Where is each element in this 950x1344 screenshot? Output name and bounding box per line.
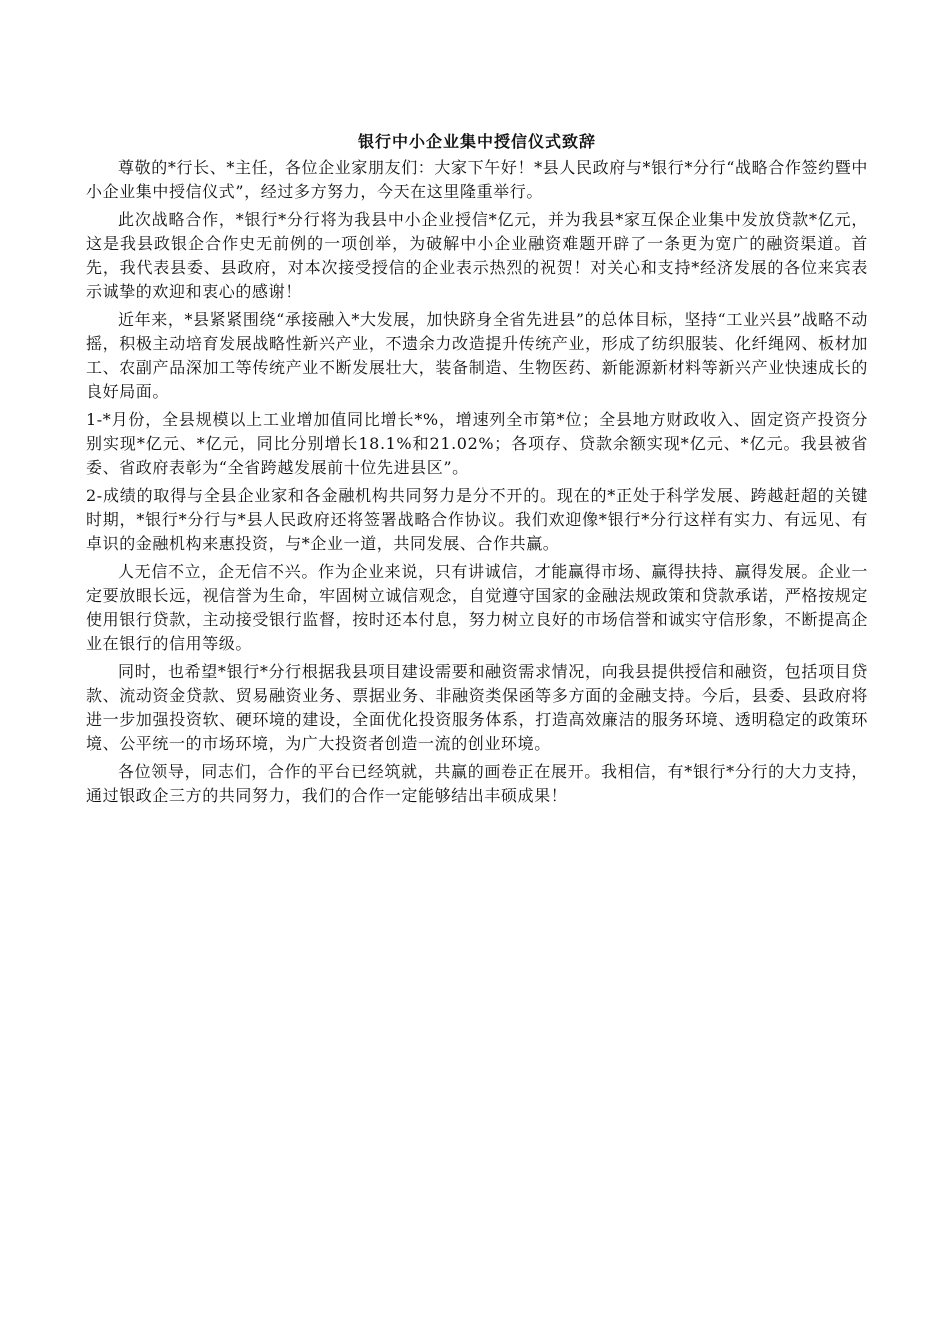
paragraph-support: 同时，也希望*银行*分行根据我县项目建设需要和融资需求情况，向我县提供授信和融资，包括项目贷款、流动资金贷款、贸易融资业务、票据业务、非融资类保函等多方面的金融支持。今后，县委、县政府将进一步加强投资软、硬环境的建设，全面优化投资服务体系，打造高效廉洁的服务环境、透明稳定的政策环境、公平统一的市场环境，为广大投资者创造一流的创业环境。 bbox=[86, 662, 868, 753]
paragraph-closing: 各位领导，同志们，合作的平台已经筑就，共赢的画卷正在展开。我相信，有*银行*分行的大力支持，通过银政企三方的共同努力，我们的合作一定能够结出丰硕成果！ bbox=[86, 762, 868, 805]
paragraph-statistics: 1-*月份，全县规模以上工业增加值同比增长*%，增速列全市第*位；全县地方财政收入、固定资产投资分别实现*亿元、*亿元，同比分别增长18.1%和21.02%；各项存、贷款余额实现*亿元、*亿元。我县被省委、省政府表彰为“全省跨越发展前十位先进县区”。 bbox=[86, 410, 868, 477]
document-page bbox=[86, 130, 868, 812]
paragraph-cooperation: 此次战略合作，*银行*分行将为我县中小企业授信*亿元，并为我县*家互保企业集中发放贷款*亿元，这是我县政银企合作史无前例的一项创举，为破解中小企业融资难题开辟了一条更为宽广的融资渠道。首先，我代表县委、县政府，对本次接受授信的企业表示热烈的祝贺！对关心和支持*经济发展的各位来宾表示诚挚的欢迎和衷心的感谢！ bbox=[86, 210, 868, 301]
paragraph-greeting: 尊敬的*行长、*主任，各位企业家朋友们：大家下午好！*县人民政府与*银行*分行“战略合作签约暨中小企业集中授信仪式”，经过多方努力，今天在这里隆重举行。 bbox=[86, 158, 868, 201]
paragraph-achievements: 2-成绩的取得与全县企业家和各金融机构共同努力是分不开的。现在的*正处于科学发展、跨越赶超的关键时期，*银行*分行与*县人民政府还将签署战略合作协议。我们欢迎像*银行*分行这样有实力、有远见、有卓识的金融机构来惠投资，与*企业一道，共同发展、合作共赢。 bbox=[86, 486, 868, 553]
paragraph-credit: 人无信不立，企无信不兴。作为企业来说，只有讲诚信，才能赢得市场、赢得扶持、赢得发展。企业一定要放眼长远，视信誉为生命，牢固树立诚信观念，自觉遵守国家的金融法规政策和贷款承诺，严格按规定使用银行贷款，主动接受银行监督，按时还本付息，努力树立良好的市场信誉和诚实守信形象，不断提高企业在银行的信用等级。 bbox=[86, 562, 868, 653]
paragraph-development: 近年来，*县紧紧围绕“承接融入*大发展，加快跻身全省先进县”的总体目标，坚持“工业兴县”战略不动摇，积极主动培育发展战略性新兴产业，不遗余力改造提升传统产业，形成了纺织服装、化纤绳网、板材加工、农副产品深加工等传统产业不断发展壮大，装备制造、生物医药、新能源新材料等新兴产业快速成长的良好局面。 bbox=[86, 310, 868, 401]
document-title: 银行中小企业集中授信仪式致辞 bbox=[357, 132, 596, 151]
